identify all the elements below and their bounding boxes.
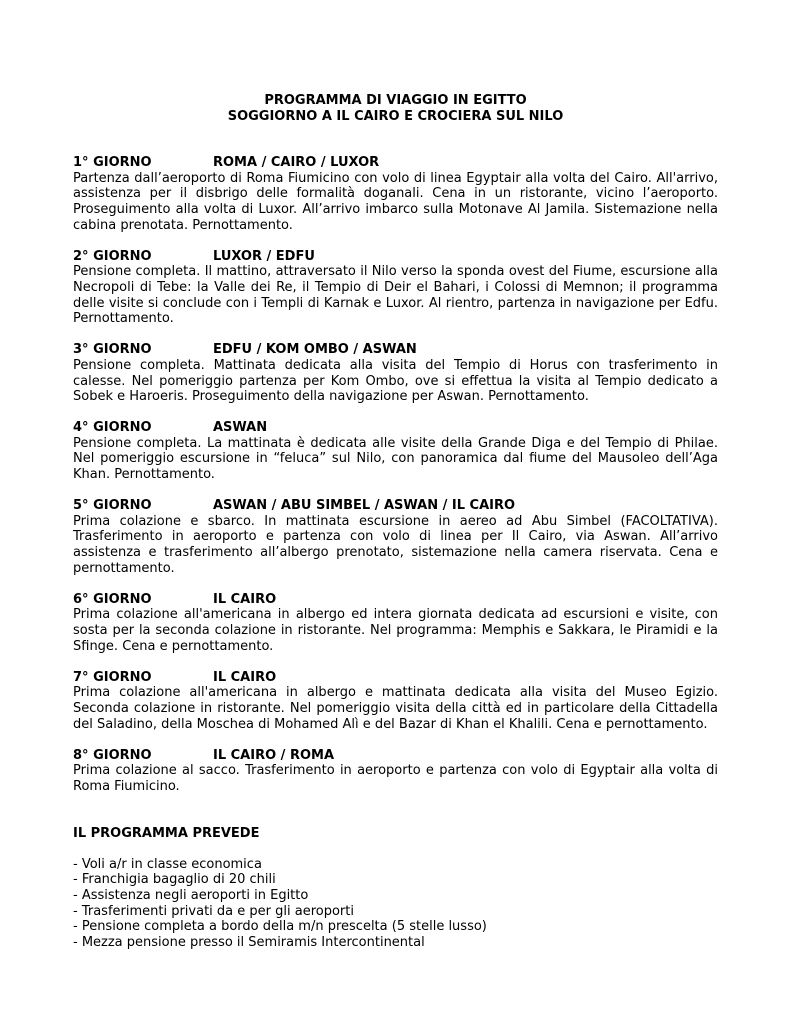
day-description: Prima colazione e sbarco. In mattinata escursione in aereo ad Abu Simbel (FACOLTATIVA). Trasferimento in aeroporto e partenza con volo di linea per Il Cairo, via Aswan. All’arrivo assistenza e trasferimento all’albergo prenotato, sistemazione nella camera riservata. Cena e pernottamento.: [73, 513, 718, 576]
day-section: [73, 249, 718, 327]
day-label: 4° GIORNO: [73, 420, 152, 436]
day-section: [73, 420, 718, 482]
document-title-line-2: SOGGIORNO A IL CAIRO E CROCIERA SUL NILO: [227, 108, 564, 124]
program-includes-list: [73, 857, 718, 951]
day-label: 8° GIORNO: [73, 747, 152, 763]
day-label: 1° GIORNO: [73, 155, 152, 171]
day-label: 6° GIORNO: [73, 591, 152, 607]
day-section: [73, 498, 718, 576]
list-item: - Assistenza negli aeroporti in Egitto: [73, 887, 309, 903]
day-section: [73, 670, 718, 732]
day-heading: [73, 342, 718, 358]
day-route: ASWAN / ABU SIMBEL / ASWAN / IL CAIRO: [213, 498, 516, 514]
day-description: Prima colazione al sacco. Trasferimento in aeroporto e partenza con volo di Egyptair alla volta di Roma Fiumicino.: [73, 763, 718, 794]
day-description: Pensione completa. Mattinata dedicata alla visita del Tempio di Horus con trasferimento in calesse. Nel pomeriggio partenza per Kom Ombo, ove si effettua la visita al Tempio dedicato a Sobek e Haroeris. Proseguimento della navigazione per Aswan. Pernottamento.: [73, 357, 718, 405]
day-description: Prima colazione all'americana in albergo e mattinata dedicata alla visita del Museo Egizio. Seconda colazione in ristorante. Nel pomeriggio visita della città ed in particolare della Cittadella del Saladino, della Moschea di Mohamed Alì e del Bazar di Khan el Khalili. Cena e pernottamento.: [73, 685, 718, 732]
day-label: 3° GIORNO: [73, 342, 152, 358]
day-section: [73, 748, 718, 795]
day-heading: [73, 155, 718, 171]
day-label: 7° GIORNO: [73, 669, 152, 685]
day-route: IL CAIRO: [213, 591, 277, 607]
day-route: LUXOR / EDFU: [213, 248, 315, 264]
day-heading: [73, 249, 718, 265]
day-route: IL CAIRO / ROMA: [213, 747, 335, 763]
day-description: Pensione completa. Il mattino, attraversato il Nilo verso la sponda ovest del Fiume, escursione alla Necropoli di Tebe: la Valle dei Re, il Tempio di Deir el Bahari, i Colossi di Memnon; il programma delle visite si conclude con i Templi di Karnak e Luxor. Al rientro, partenza in navigazione per Edfu. Pernottamento.: [73, 264, 718, 327]
day-heading: [73, 670, 718, 686]
document-page: [73, 93, 718, 950]
day-route: ROMA / CAIRO / LUXOR: [213, 155, 380, 171]
day-label: 5° GIORNO: [73, 498, 152, 514]
day-heading: [73, 420, 718, 436]
day-description: Partenza dall’aeroporto di Roma Fiumicino con volo di linea Egyptair alla volta del Cairo. All'arrivo, assistenza per il disbrigo delle formalità doganali. Cena in un ristorante, vicino l’aeroporto. Proseguimento alla volta di Luxor. All’arrivo imbarco sulla Motonave Al Jamila. Sistemazione nella cabina prenotata. Pernottamento.: [73, 170, 718, 233]
day-route: EDFU / KOM OMBO / ASWAN: [213, 342, 417, 358]
document-title-line-1: PROGRAMMA DI VIAGGIO IN EGITTO: [264, 93, 527, 108]
day-section: [73, 342, 718, 404]
list-item: - Pensione completa a bordo della m/n prescelta (5 stelle lusso): [73, 919, 487, 935]
day-description: Pensione completa. La mattinata è dedicata alle visite della Grande Diga e del Tempio di Philae. Nel pomeriggio escursione in “feluca” sul Nilo, con panoramica dal fiume del Mausoleo dell’Aga Khan. Pernottamento.: [73, 435, 718, 483]
list-item: - Voli a/r in classe economica: [73, 856, 262, 872]
day-section: [73, 592, 718, 654]
day-description: Prima colazione all'americana in albergo ed intera giornata dedicata ad escursioni e visite, con sosta per la seconda colazione in ristorante. Nel programma: Memphis e Sakkara, le Piramidi e la Sfinge. Cena e pernottamento.: [73, 607, 718, 654]
list-item: - Franchigia bagaglio di 20 chili: [73, 872, 276, 888]
day-heading: [73, 748, 718, 764]
day-route: ASWAN: [213, 420, 268, 436]
day-label: 2° GIORNO: [73, 248, 152, 264]
list-item: - Mezza pensione presso il Semiramis Intercontinental: [73, 934, 425, 950]
program-includes-title: IL PROGRAMMA PREVEDE: [73, 825, 260, 841]
day-heading: [73, 498, 718, 514]
day-section: [73, 155, 718, 233]
day-route: IL CAIRO: [213, 669, 277, 685]
day-heading: [73, 592, 718, 608]
list-item: - Trasferimenti privati da e per gli aeroporti: [73, 903, 354, 919]
